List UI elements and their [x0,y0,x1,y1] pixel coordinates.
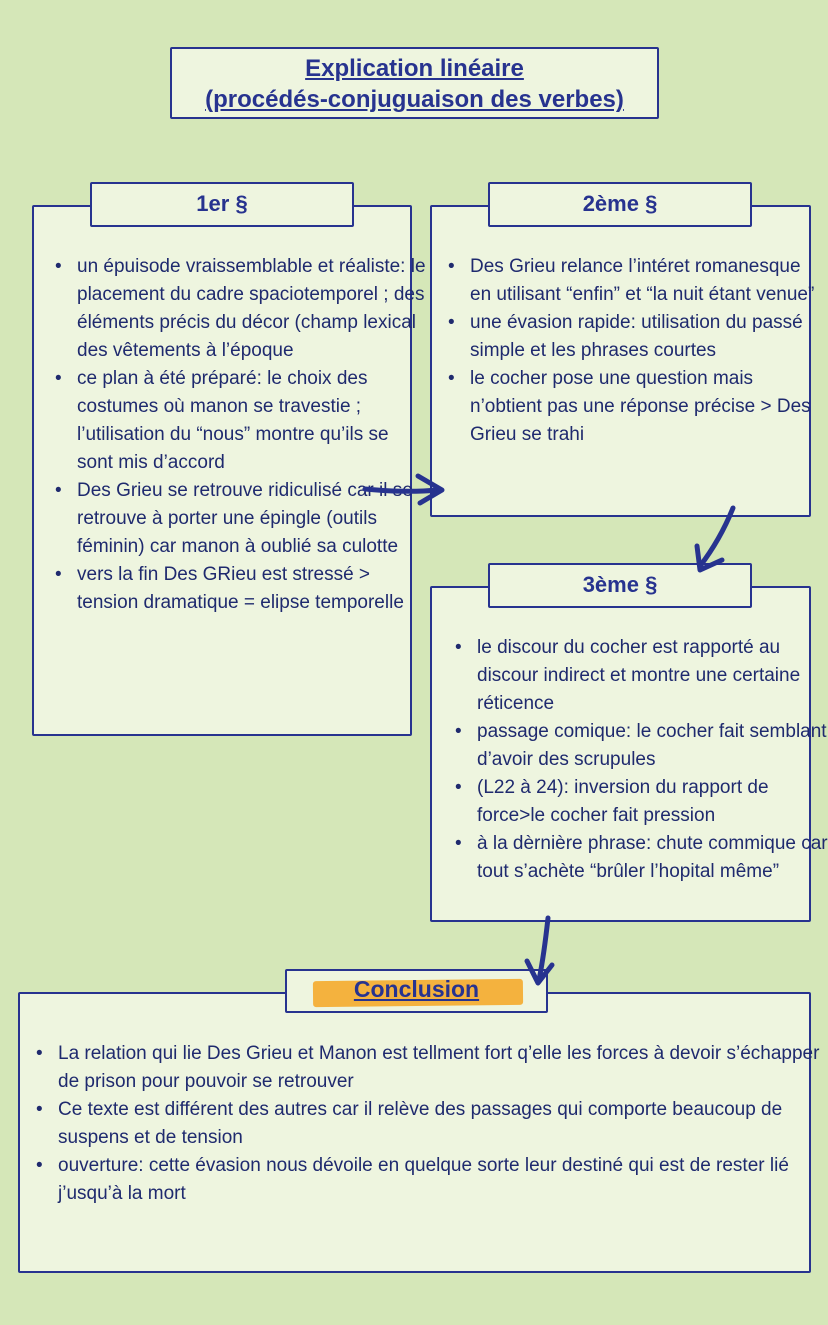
list-item: • Des Grieu relance l’intéret romanesque en utilisant “enfin” et “la nuit étant venue” [470,253,820,309]
arrow-icon [697,508,733,570]
list-item: • le cocher pose une question mais n’obtient pas une réponse précise > Des Grieu se trahi [470,365,820,449]
list-item: • (L22 à 24): inversion du rapport de force>le cocher fait pression [477,774,828,830]
arrow-icon [365,476,442,503]
title-line-2: (procédés-conjuguaison des verbes) [205,86,624,113]
list-item: • Ce texte est différent des autres car il relève des passages qui comporte beaucoup de suspens et de tension [58,1096,828,1152]
conclusion-label: Conclusion [353,976,480,1002]
section-1-label: 1er § [90,182,354,227]
list-item: • Des Grieu se retrouve ridiculisé car il se retrouve à porter une épingle (outils féminin) car manon à oublié sa culotte [77,477,429,561]
list-item: • une évasion rapide: utilisation du passé simple et les phrases courtes [470,309,820,365]
title-line-1: Explication linéaire [305,55,524,82]
list-item: • passage comique: le cocher fait semblant d’avoir des scrupules [477,718,828,774]
list-item: • le discour du cocher est rapporté au discour indirect et montre une certaine réticence [477,634,828,718]
section-2-label: 2ème § [488,182,752,227]
list-item: • vers la fin Des GRieu est stressé > tension dramatique = elipse temporelle [77,561,429,617]
list-item: • un épuisode vraissemblable et réaliste: le placement du cadre spaciotemporel ; des éléments précis du décor (champ lexical des vêtements à l’époque [77,253,429,365]
section-3-label: 3ème § [488,563,752,608]
arrow-icon [527,918,552,983]
list-item: • La relation qui lie Des Grieu et Manon est tellment fort q’elle les forces à devoir s’échapper de prison pour pouvoir se retrouver [58,1040,828,1096]
list-item: • ce plan à été préparé: le choix des costumes où manon se travestie ; l’utilisation du “nous” montre qu’ils se sont mis d’accord [77,365,429,477]
list-item: • ouverture: cette évasion nous dévoile en quelque sorte leur destiné qui est de rester lié j’usqu’à la mort [58,1152,828,1208]
list-item: • à la dèrnière phrase: chute commique car tout s’achète “brûler l’hopital même” [477,830,828,886]
